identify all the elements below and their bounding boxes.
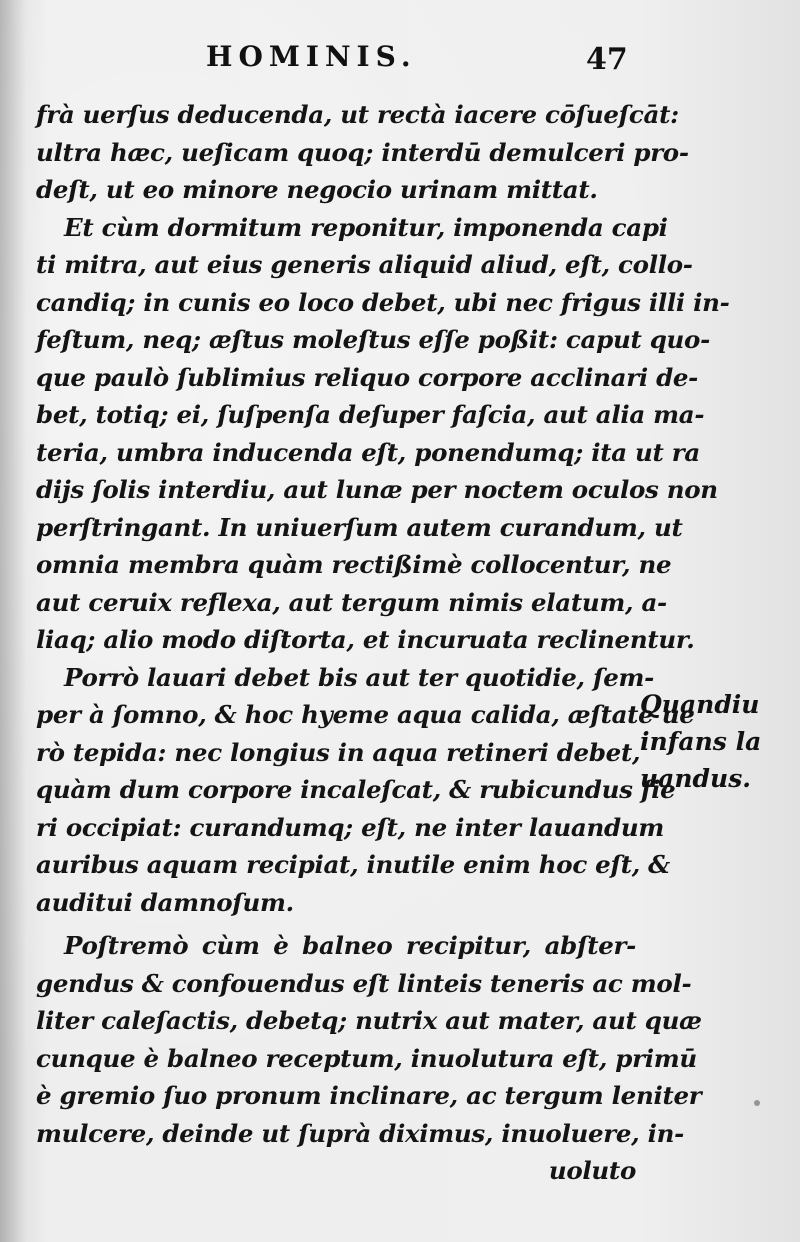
text-line: auditui damnoſum.: [36, 887, 294, 917]
text-line: mulcere, deinde ut ſuprà diximus, inuoluere, in-: [36, 1118, 685, 1148]
text-line: liaq; alio modo diſtorta, et incuruata reclinentur.: [36, 625, 695, 654]
text-line: que paulò ſublimius reliquo corpore acclinari de-: [36, 362, 699, 392]
text-line: teria, umbra inducenda eſt, ponendumq; ita ut ra: [36, 437, 700, 467]
text-line: auribus aquam recipiat, inutile enim hoc eſt, &: [36, 850, 670, 879]
ink-speck: [754, 1100, 760, 1106]
paragraph-start-line: Porrò lauari debet bis aut ter quotidie, ſem-: [64, 662, 655, 692]
text-line: per à ſomno, & hoc hyeme aqua calida, æſtate ue: [36, 700, 695, 729]
paragraph-start-line: Et cùm dormitum reponitur, imponenda capi: [64, 212, 668, 242]
text-line: deſt, ut eo minore negocio urinam mittat.: [36, 175, 598, 204]
text-line: aut ceruix reflexa, aut tergum nimis elatum, a-: [36, 587, 667, 617]
text-line: liter caleſactis, debetq; nutrix aut mater, aut quæ: [36, 1006, 702, 1035]
text-line: rò tepida: nec longius in aqua retineri debet,: [36, 737, 641, 767]
text-line: perſtringant. In uniuerſum autem curandum, ut: [36, 512, 683, 542]
margin-note-line: uandus.: [640, 764, 751, 793]
spine-shadow: [0, 0, 26, 1242]
text-line: candiq; in cunis eo loco debet, ubi nec frigus illi in-: [36, 287, 730, 317]
margin-note: [640, 686, 800, 797]
margin-note-line: infans la: [640, 727, 762, 756]
text-line: gendus & confouendus eſt linteis teneris ac mol-: [36, 968, 692, 998]
text-line: cunque è balneo receptum, inuolutura eſt, primū: [36, 1043, 697, 1073]
text-line: feſtum, neq; æſtus moleſtus eſſe poßit: caput quo-: [36, 325, 710, 354]
text-line: ri occipiat: curandumq; eſt, ne inter lauandum: [36, 812, 664, 842]
text-line: bet, totiq; ei, ſuſpenſa deſuper faſcia, aut alia ma-: [36, 400, 705, 429]
text-line: omnia membra quàm rectißimè collocentur, ne: [36, 550, 672, 579]
text-line: dijs ſolis interdiu, aut lunæ per noctem oculos non: [36, 475, 718, 504]
margin-note-line: Quandiu: [640, 690, 760, 719]
text-line: ultra hæc, ueſicam quoq; interdū demulceri pro-: [36, 137, 689, 167]
running-head: HOMINIS.: [206, 40, 417, 73]
text-line: è gremio ſuo pronum inclinare, ac tergum leniter: [36, 1081, 702, 1110]
catchword: uoluto: [548, 1156, 636, 1185]
text-line: frà uerſus deducenda, ut rectà iacere cōſueſcāt:: [36, 100, 679, 129]
text-line: ti mitra, aut eius generis aliquid aliud, eſt, collo-: [36, 250, 693, 279]
text-line: quàm dum corpore incaleſcat, & rubicundus fie: [36, 775, 676, 804]
page-number: 47: [586, 42, 628, 77]
paragraph-start-line: Poſtremò cùm è balneo recipitur, abſter-: [64, 931, 636, 960]
